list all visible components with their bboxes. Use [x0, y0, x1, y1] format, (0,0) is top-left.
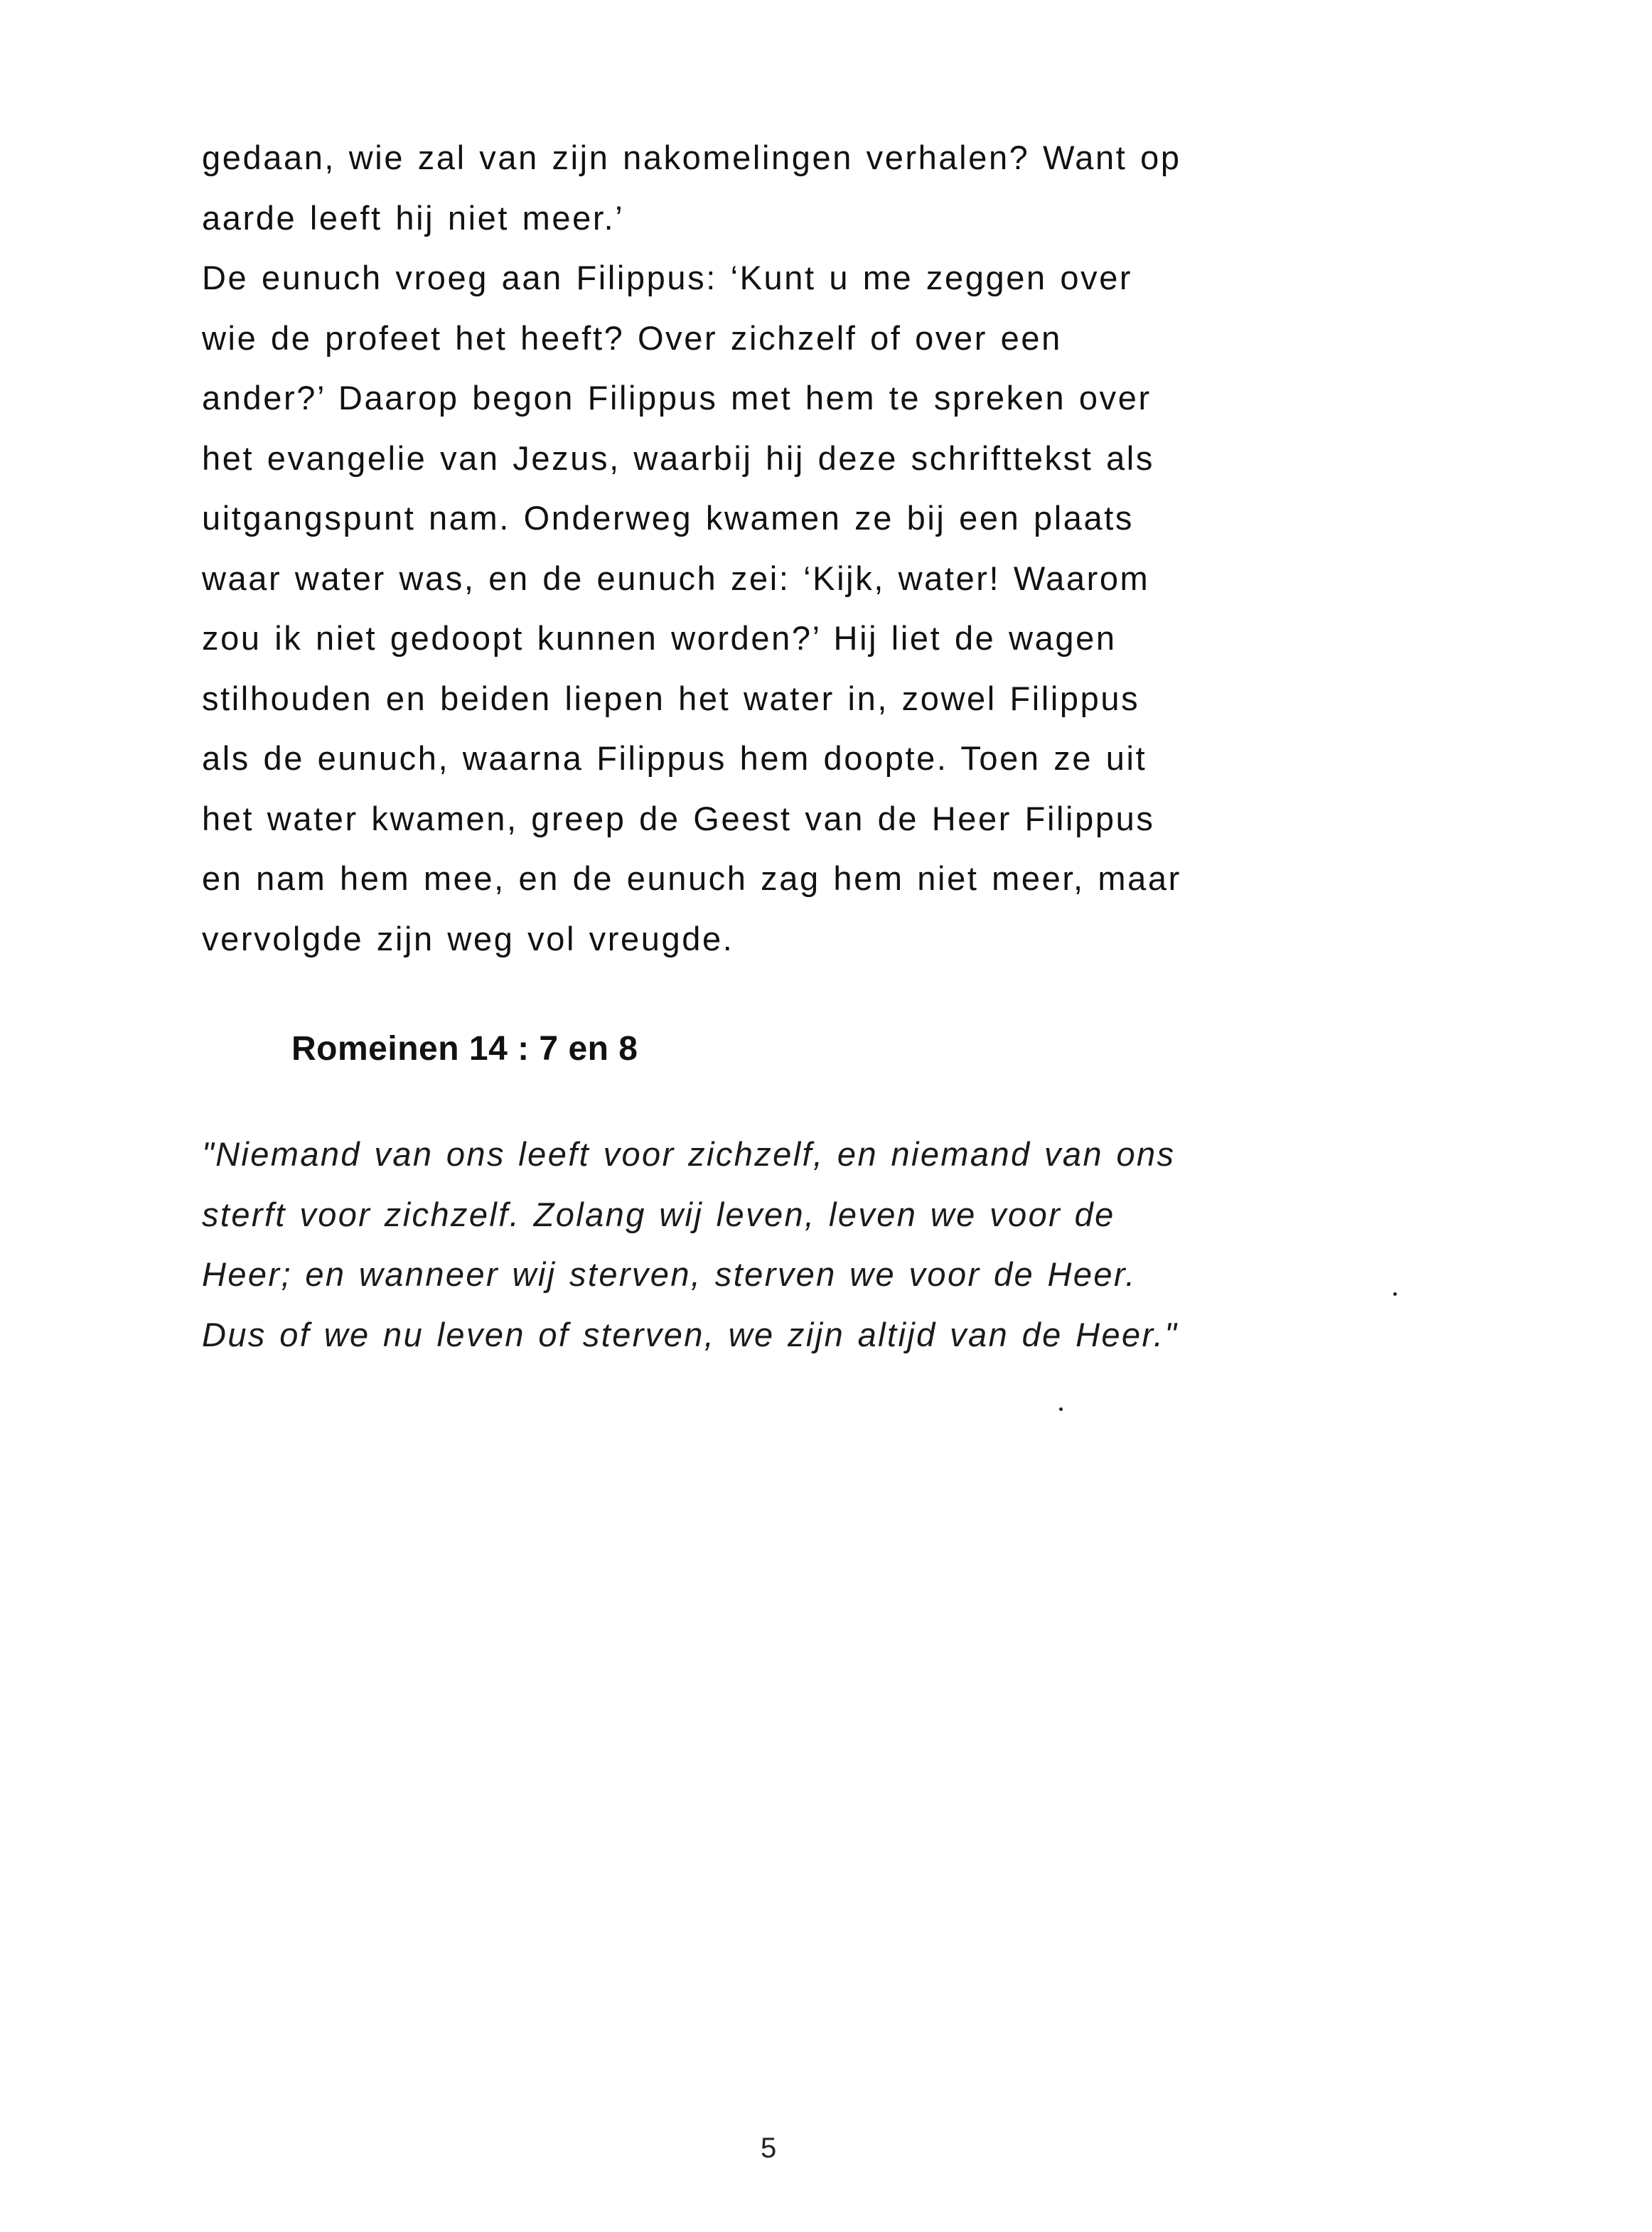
section-heading: Romeinen 14 : 7 en 8	[291, 1030, 638, 1068]
body-line: wie de profeet het heeft? Over zichzelf of over een	[202, 318, 1062, 357]
body-line: het evangelie van Jezus, waarbij hij deze schrifttekst als	[202, 439, 1154, 477]
quote-line: "Niemand van ons leeft voor zichzelf, en niemand van ons	[202, 1135, 1176, 1173]
page-number: 5	[761, 2132, 777, 2164]
body-line: ander?’ Daarop begon Filippus met hem te spreken over	[202, 379, 1152, 417]
quote-line: Dus of we nu leven of sterven, we zijn altijd van de Heer."	[202, 1315, 1179, 1353]
body-line: vervolgde zijn weg vol vreugde.	[202, 919, 734, 957]
body-line: De eunuch vroeg aan Filippus: ‘Kunt u me zeggen over	[202, 259, 1133, 296]
body-line: en nam hem mee, en de eunuch zag hem niet meer, maar	[202, 859, 1181, 897]
body-line: uitgangspunt nam. Onderweg kwamen ze bij een plaats	[202, 499, 1135, 537]
body-line: stilhouden en beiden liepen het water in, zowel Filippus	[202, 679, 1140, 717]
body-line: aarde leeft hij niet meer.’	[202, 198, 625, 237]
scan-speck	[1059, 1407, 1063, 1411]
body-line: het water kwamen, greep de Geest van de Heer Filippus	[202, 799, 1155, 837]
body-line: gedaan, wie zal van zijn nakomelingen verhalen? Want op	[202, 139, 1181, 176]
quote-line: sterft voor zichzelf. Zolang wij leven, leven we voor de	[202, 1195, 1115, 1233]
body-paragraph	[202, 128, 1552, 969]
quote-line: Heer; en wanneer wij sterven, sterven we voor de Heer.	[202, 1255, 1137, 1293]
body-line: zou ik niet gedoopt kunnen worden?’ Hij liet de wagen	[202, 619, 1117, 657]
body-line: als de eunuch, waarna Filippus hem doopte. Toen ze uit	[202, 739, 1147, 777]
scripture-quote	[202, 1125, 1552, 1365]
scan-speck	[1393, 1292, 1397, 1296]
body-line: waar water was, en de eunuch zei: ‘Kijk, water! Waarom	[202, 559, 1150, 597]
